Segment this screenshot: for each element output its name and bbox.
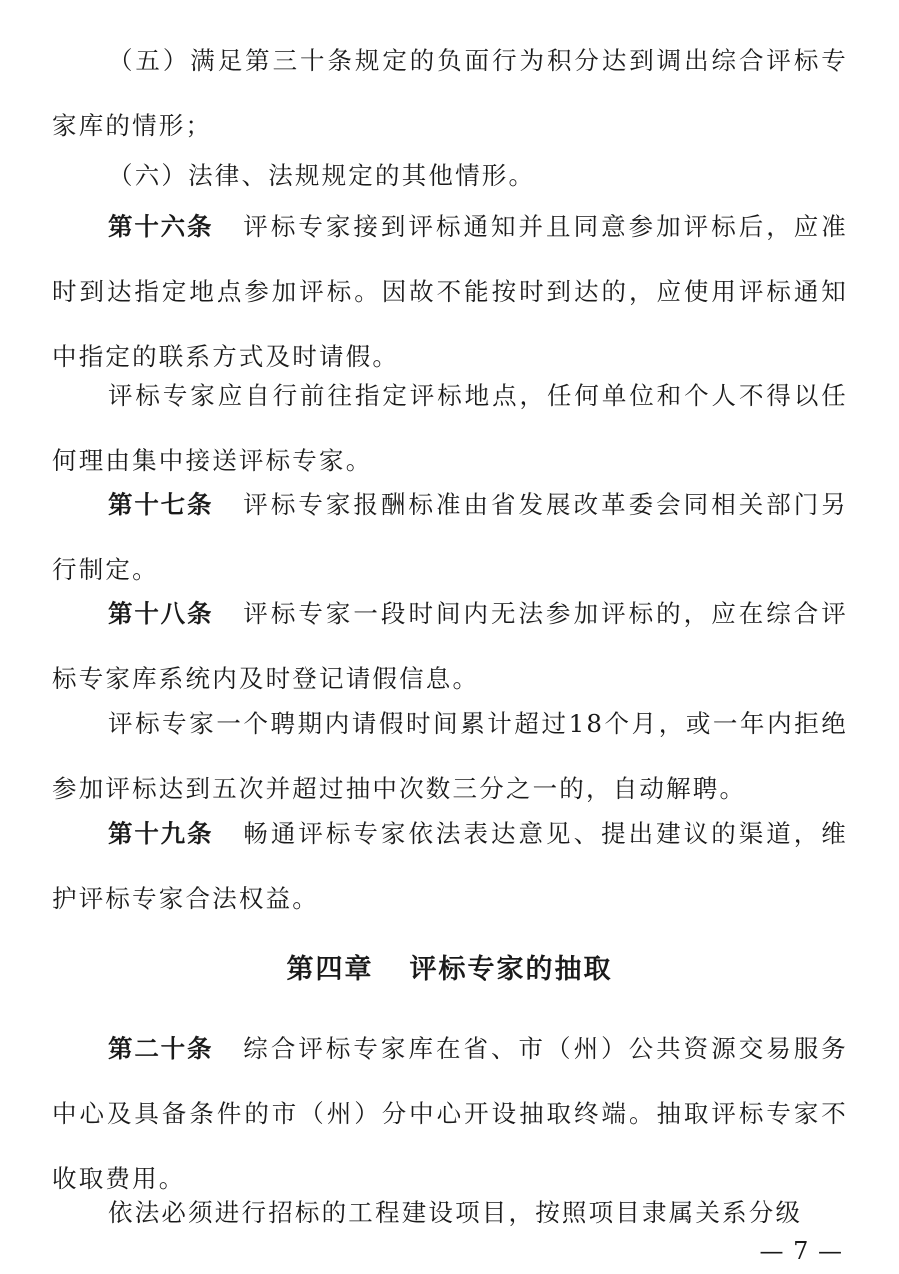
article-19 (52, 801, 848, 931)
page-number: — 7 — (759, 1237, 843, 1265)
article-heading: 第十六条 (108, 212, 214, 241)
article-text: 综合评标专家库在省、市（州）公共资源交易服务中心及具备条件的市（州）分中心开设抽取终端。抽取评标专家不收取费用。 (52, 1034, 848, 1193)
chapter-title: 评标专家的抽取 (409, 954, 613, 985)
paragraph-text: 评标专家应自行前往指定评标地点，任何单位和个人不得以任何理由集中接送评标专家。 (52, 381, 848, 475)
paragraph-text: （五）满足第三十条规定的负面行为积分达到调出综合评标专家库的情形； (52, 46, 848, 140)
paragraph-text: 评标专家一个聘期内请假时间累计超过18个月，或一年内拒绝参加评标达到五次并超过抽中次数三分之一的，自动解聘。 (52, 709, 848, 803)
article-heading: 第二十条 (108, 1034, 214, 1063)
chapter-number: 第四章 (286, 954, 374, 985)
article-text: 畅通评标专家依法表达意见、提出建议的渠道，维护评标专家合法权益。 (52, 819, 848, 913)
article-heading: 第十九条 (108, 819, 214, 848)
article-text: 评标专家报酬标准由省发展改革委会同相关部门另行制定。 (52, 490, 848, 584)
article-heading: 第十八条 (108, 599, 214, 628)
chapter-heading (0, 950, 899, 990)
article-16 (52, 194, 848, 389)
paragraph-tiered (52, 1180, 848, 1238)
paragraph-text: （六）法律、法规规定的其他情形。 (108, 161, 536, 190)
article-text: 评标专家接到评标通知并且同意参加评标后，应准时到达指定地点参加评标。因故不能按时到达的，应使用评标通知中指定的联系方式及时请假。 (52, 212, 848, 371)
paragraph-text: 依法必须进行招标的工程建设项目，按照项目隶属关系分级 (108, 1198, 803, 1227)
article-text: 评标专家一段时间内无法参加评标的，应在综合评标专家库系统内及时登记请假信息。 (52, 599, 848, 693)
paragraph-item-5 (52, 28, 848, 158)
article-heading: 第十七条 (108, 490, 214, 519)
